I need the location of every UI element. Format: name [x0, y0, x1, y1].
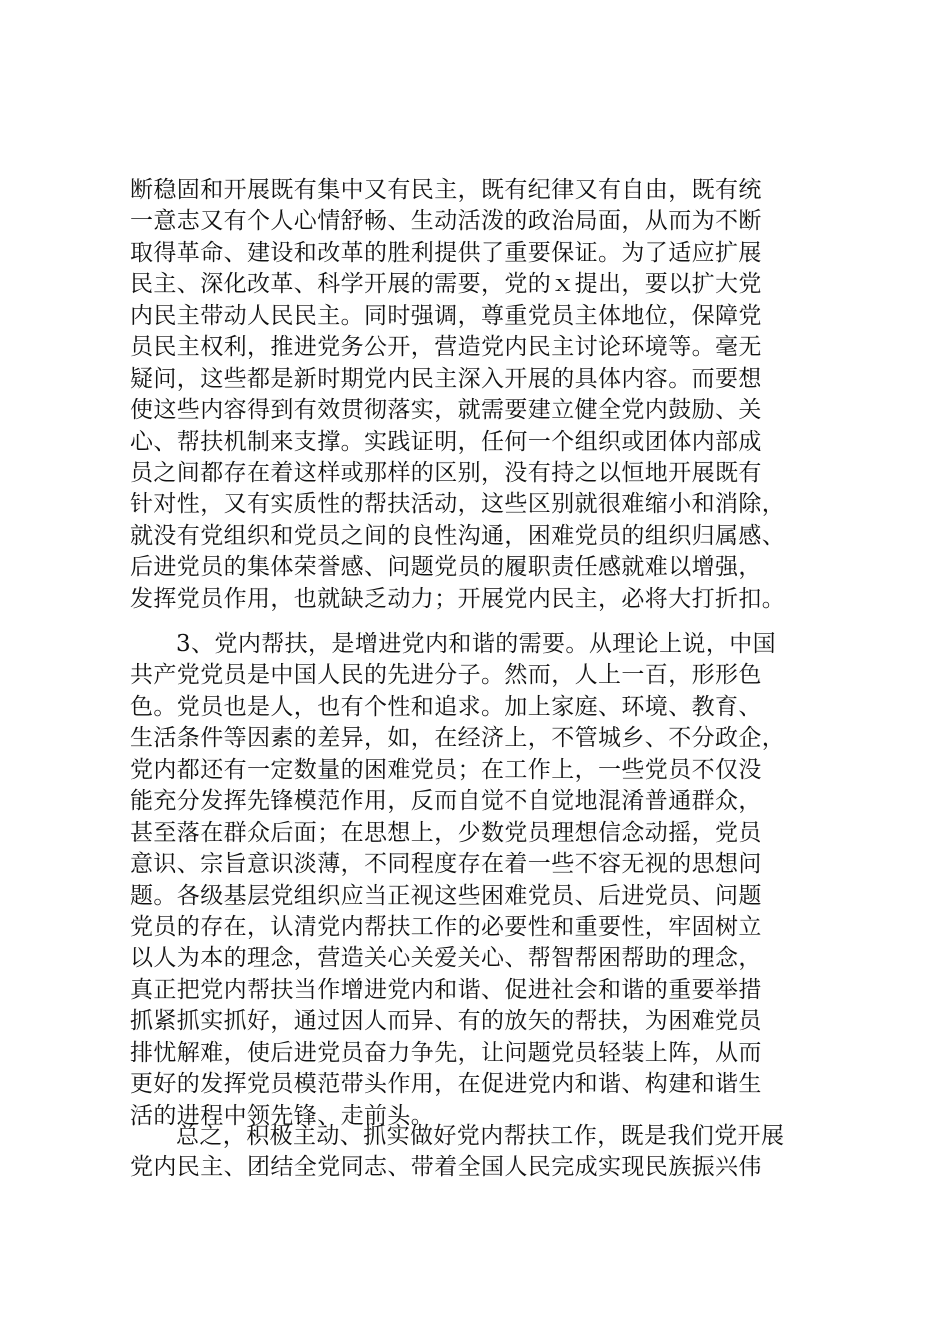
text-line: 员民主权利，推进党务公开，营造党内民主讨论环境等。毫无	[130, 334, 762, 361]
text-line: 民主、深化改革、科学开展的需要，党的ｘ提出，要以扩大党	[130, 271, 762, 298]
text-line: 员之间都存在着这样或那样的区别，没有持之以恒地开展既有	[130, 459, 762, 486]
text-line: 党内都还有一定数量的困难党员；在工作上，一些党员不仅没	[130, 756, 762, 783]
text-line: 能充分发挥先锋模范作用，反而自觉不自觉地混淆普通群众，	[130, 788, 762, 815]
text-line: 题。各级基层党组织应当正视这些困难党员、后进党员、问题	[130, 882, 762, 909]
text-line: 内民主带动人民民主。同时强调，尊重党员主体地位，保障党	[130, 302, 762, 329]
text-line: 以人为本的理念，营造关心关爱关心、帮智帮困帮助的理念，	[130, 945, 762, 972]
text-line: 党内民主、团结全党同志、带着全国人民完成实现民族振兴伟	[130, 1154, 762, 1181]
text-line: 共产党党员是中国人民的先进分子。然而，人上一百，形形色	[130, 662, 762, 689]
text-line: 发挥党员作用，也就缺乏动力；开展党内民主，必将大打折扣。	[130, 585, 786, 612]
text-line: 断稳固和开展既有集中又有民主，既有纪律又有自由，既有统	[130, 177, 762, 203]
text-line: 真正把党内帮扶当作增进党内和谐、促进社会和谐的重要举措	[130, 976, 762, 1003]
text-line: 意识、宗旨意识淡薄，不同程度存在着一些不容无视的思想问	[130, 851, 762, 878]
paragraph-3	[130, 629, 830, 1132]
text-line: 生活条件等因素的差异，如，在经济上，不管城乡、不分政企，	[130, 725, 786, 752]
text-line: 活的进程中领先锋、走前头。	[130, 1102, 435, 1129]
text-line: 党员的存在，认清党内帮扶工作的必要性和重要性，牢固树立	[130, 913, 762, 940]
text-line: 一意志又有个人心情舒畅、生动活泼的政治局面，从而为不断	[130, 208, 762, 235]
text-line: 就没有党组织和党员之间的良性沟通，困难党员的组织归属感、	[130, 522, 786, 549]
paragraph-continuation	[130, 175, 830, 615]
text-line: 排忧解难，使后进党员奋力争先，让问题党员轻装上阵，从而	[130, 1039, 762, 1066]
text-line: 后进党员的集体荣誉感、问题党员的履职责任感就难以增强，	[130, 554, 762, 581]
text-line: 心、帮扶机制来支撑。实践证明，任何一个组织或团体内部成	[130, 428, 762, 455]
text-line: 取得革命、建设和改革的胜利提供了重要保证。为了适应扩展	[130, 239, 762, 266]
text-line: 更好的发挥党员模范带头作用，在促进党内和谐、构建和谐生	[130, 1071, 762, 1098]
text-line: 甚至落在群众后面；在思想上，少数党员理想信念动摇，党员	[130, 819, 762, 846]
text-line: 抓紧抓实抓好，通过因人而异、有的放矢的帮扶，为困难党员	[130, 1008, 762, 1035]
text-line-indented: 3、党内帮扶，是增进党内和谐的需要。从理论上说，中国	[176, 631, 777, 657]
text-line: 疑问，这些都是新时期党内民主深入开展的具体内容。而要想	[130, 365, 762, 392]
text-line: 针对性，又有实质性的帮扶活动，这些区别就很难缩小和消除，	[130, 491, 786, 518]
text-line-indented: 总之，积极主动、抓实做好党内帮扶工作，既是我们党开展	[176, 1123, 785, 1149]
paragraph-conclusion	[130, 1121, 830, 1184]
text-line: 使这些内容得到有效贯彻落实，就需要建立健全党内鼓励、关	[130, 397, 762, 424]
text-line: 色。党员也是人，也有个性和追求。加上家庭、环境、教育、	[130, 693, 762, 720]
